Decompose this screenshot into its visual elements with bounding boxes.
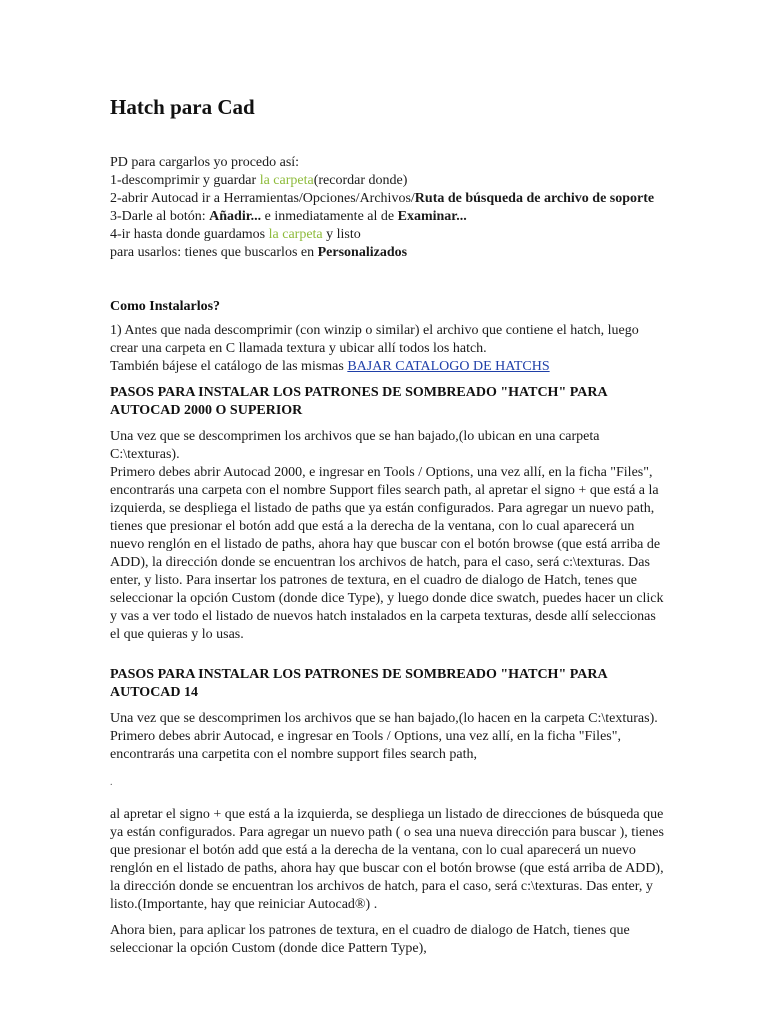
bold-text: Añadir... bbox=[209, 209, 262, 224]
install-section bbox=[110, 298, 666, 376]
intro-section bbox=[110, 154, 666, 262]
bold-text: Ruta de búsqueda de archivo de soporte bbox=[414, 191, 655, 206]
paragraph: Ahora bien, para aplicar los patrones de textura, en el cuadro de dialogo de Hatch, tienes que seleccionar la opción Custom (donde dice Pattern Type), bbox=[110, 923, 630, 956]
paragraph: Primero debes abrir Autocad, e ingresar en Tools / Options, una vez allí, en la ficha "Files", encontrarás una carpetita con el nombre support files search path, bbox=[110, 729, 621, 762]
intro-text: 2-abrir Autocad ir a Herramientas/Opciones/Archivos/ bbox=[110, 191, 415, 206]
intro-line bbox=[110, 154, 666, 172]
bold-text: Examinar... bbox=[397, 209, 467, 224]
intro-line bbox=[110, 208, 666, 226]
intro-text: 4-ir hasta donde guardamos bbox=[110, 227, 269, 242]
intro-text: (recordar donde) bbox=[313, 173, 408, 188]
section-heading: Como Instalarlos? bbox=[110, 299, 221, 314]
paragraph: 1) Antes que nada descomprimir (con winzip o similar) el archivo que contiene el hatch, luego crear una carpeta en C llamada textura y ubicar allí todos los hatch. bbox=[110, 323, 639, 356]
autocad-14-section bbox=[110, 666, 666, 958]
intro-text: 1-descomprimir y guardar bbox=[110, 173, 260, 188]
highlight-text: la carpeta bbox=[268, 227, 323, 242]
paragraph: al apretar el signo + que está a la izquierda, se despliega un listado de direcciones de búsqueda que ya están configurados. Para agregar un nuevo path ( o sea una nueva dirección para buscar ), tienes que presionar el botón add que está a la derecha de la ventana, con lo cual aparecerá un nuevo renglón en el listado de paths, ahora hay que buscar con el botón browse (que está arriba de ADD), la dirección donde se encuentran los archivos de hatch, para el caso, será c:\texturas. Das enter, y listo.(Importante, hay que reiniciar Autocad®) . bbox=[110, 807, 664, 912]
page-title: Hatch para Cad bbox=[110, 95, 255, 119]
intro-text: e inmediatamente al de bbox=[261, 209, 398, 224]
intro-text: PD para cargarlos yo procedo así: bbox=[110, 155, 300, 170]
paragraph: Una vez que se descomprimen los archivos que se han bajado,(lo ubican en una carpeta C:\texturas). bbox=[110, 429, 600, 462]
intro-line bbox=[110, 226, 666, 244]
section-heading: PASOS PARA INSTALAR LOS PATRONES DE SOMBREADO "HATCH" PARA AUTOCAD 2000 O SUPERIOR bbox=[110, 385, 607, 418]
bold-text: Personalizados bbox=[317, 245, 408, 260]
paragraph-text: También bájese el catálogo de las mismas bbox=[110, 359, 348, 374]
section-heading: PASOS PARA INSTALAR LOS PATRONES DE SOMBREADO "HATCH" PARA AUTOCAD 14 bbox=[110, 667, 607, 700]
intro-text: para usarlos: tienes que buscarlos en bbox=[110, 245, 318, 260]
intro-line bbox=[110, 172, 666, 190]
highlight-text: la carpeta bbox=[259, 173, 314, 188]
paragraph: Primero debes abrir Autocad 2000, e ingresar en Tools / Options, una vez allí, en la ficha "Files", encontrarás una carpeta con el nombre Support files search path, al apretar el signo + que está a la izquierda, se despliega el listado de paths que ya están configurados. Para agregar un nuevo path, tienes que presionar el botón add que está a la derecha de la ventana, con lo cual aparecerá un nuevo renglón en el listado de paths, ahora hay que buscar con el botón browse (que está arriba de ADD), la dirección donde se encuentran los archivos de hatch, para el caso, será c:\texturas. Das enter, y listo. Para insertar los patrones de textura, en el cuadro de dialogo de Hatch, tenes que seleccionar la opción Custom (donde dice Type), y luego donde dice swatch, puedes hacer un click y vas a ver todo el listado de nuevos hatch instalados en la carpeta texturas, desde allí seleccionas el que quieras y lo usas. bbox=[110, 465, 664, 642]
separator-dot: . bbox=[110, 777, 113, 788]
intro-text: y listo bbox=[322, 227, 361, 242]
intro-text: 3-Darle al botón: bbox=[110, 209, 210, 224]
download-catalog-link[interactable]: BAJAR CATALOGO DE HATCHS bbox=[347, 359, 550, 374]
intro-line bbox=[110, 190, 666, 208]
autocad-2000-section bbox=[110, 384, 666, 644]
paragraph bbox=[110, 358, 666, 376]
intro-line bbox=[110, 244, 666, 262]
paragraph: Una vez que se descomprimen los archivos que se han bajado,(lo hacen en la carpeta C:\texturas). bbox=[110, 711, 658, 726]
